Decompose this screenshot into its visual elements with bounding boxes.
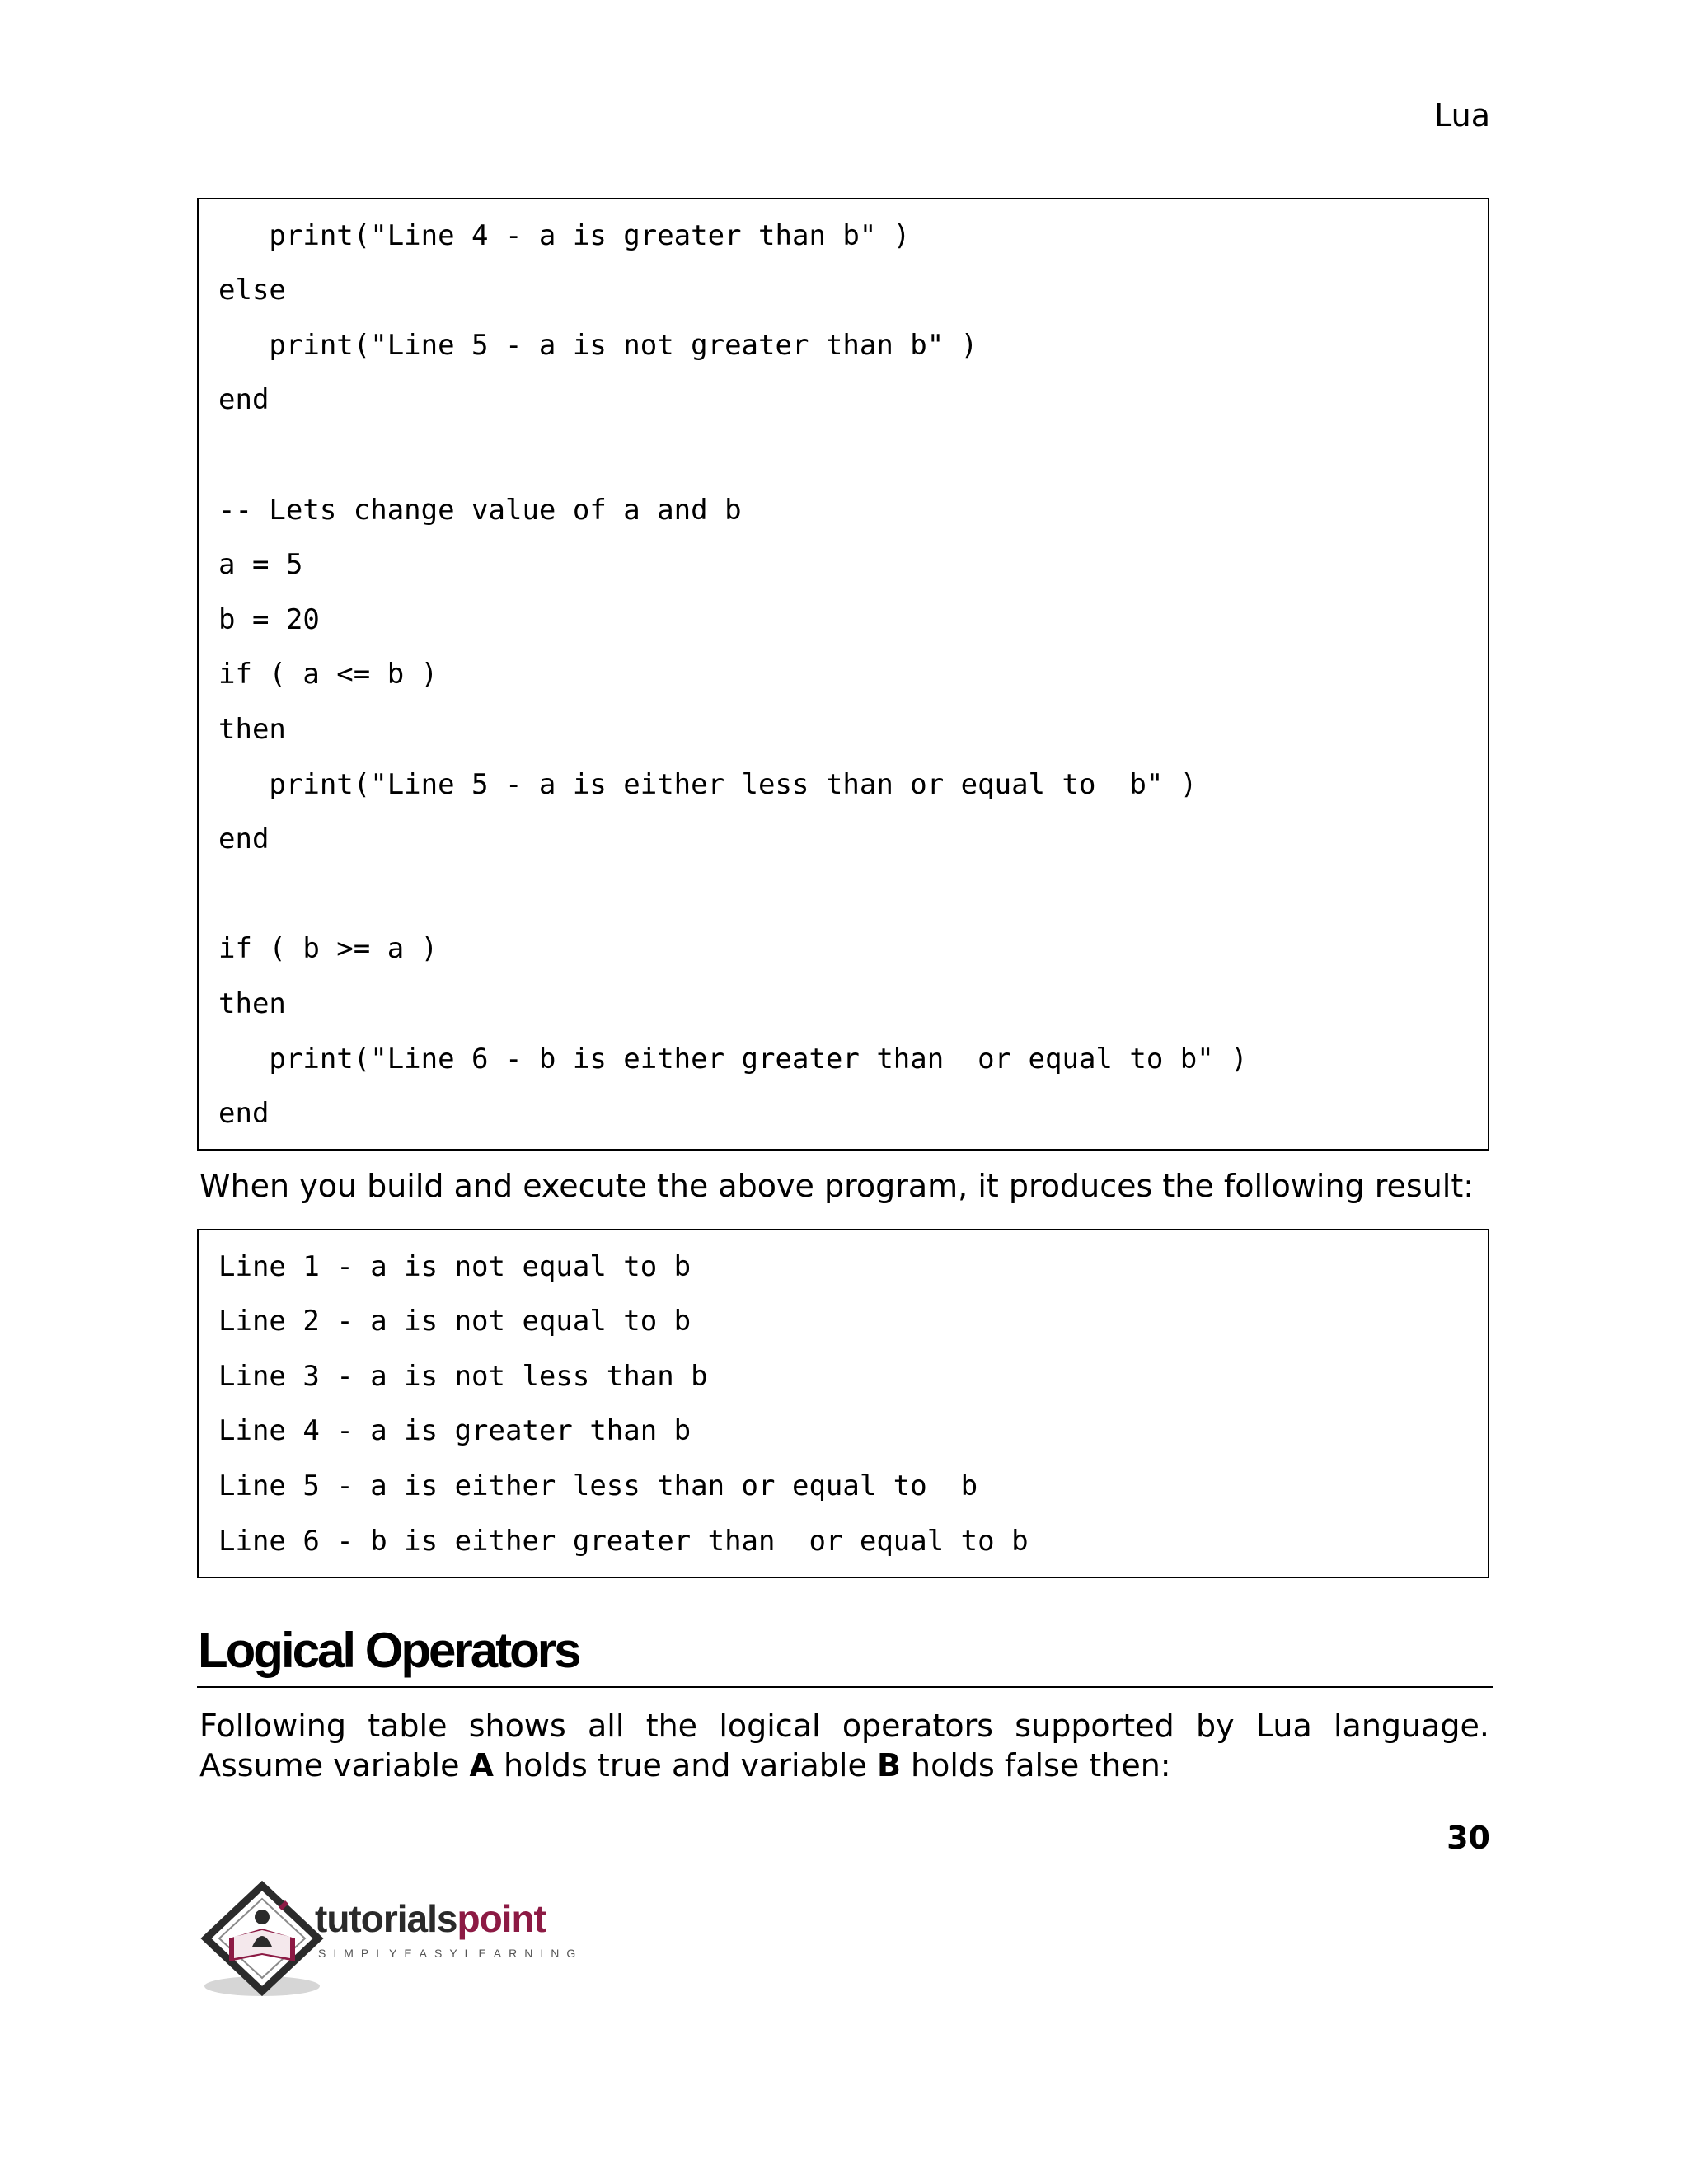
running-header: Lua bbox=[1434, 97, 1490, 134]
output-line: Line 6 - b is either greater than or equal to b bbox=[218, 1525, 1029, 1558]
code-line: end bbox=[218, 823, 270, 855]
output-line: Line 3 - a is not less than b bbox=[218, 1360, 708, 1393]
code-line: -- Lets change value of a and b bbox=[218, 494, 742, 527]
section-paragraph bbox=[199, 1706, 1489, 1785]
code-line: if ( b >= a ) bbox=[218, 932, 438, 965]
paragraph-text: holds true and variable bbox=[493, 1747, 877, 1783]
output-line: Line 1 - a is not equal to b bbox=[218, 1250, 692, 1283]
code-line: if ( a <= b ) bbox=[218, 658, 438, 691]
code-block-output bbox=[197, 1229, 1489, 1578]
code-line: a = 5 bbox=[218, 548, 303, 581]
output-line: Line 5 - a is either less than or equal to b bbox=[218, 1469, 978, 1502]
code-line: b = 20 bbox=[218, 603, 320, 636]
section-heading: Logical Operators bbox=[198, 1623, 579, 1678]
code-line: print("Line 5 - a is not greater than b" ) bbox=[218, 329, 978, 362]
logo-word-2: point bbox=[457, 1897, 546, 1940]
code-line: print("Line 6 - b is either greater than or equal to b" ) bbox=[218, 1043, 1248, 1076]
paragraph-text: holds false then: bbox=[900, 1747, 1171, 1783]
output-line: Line 2 - a is not equal to b bbox=[218, 1305, 692, 1338]
book-logo-icon bbox=[196, 1879, 328, 2003]
result-intro-text: When you build and execute the above program, it produces the following result: bbox=[199, 1168, 1475, 1204]
logo-wordmark bbox=[315, 1896, 546, 1942]
page-number: 30 bbox=[1447, 1820, 1490, 1856]
code-line: print("Line 4 - a is greater than b" ) bbox=[218, 219, 911, 252]
section-divider bbox=[197, 1686, 1493, 1688]
code-line: end bbox=[218, 383, 270, 416]
output-line: Line 4 - a is greater than b bbox=[218, 1414, 692, 1447]
tutorialspoint-logo bbox=[196, 1879, 608, 2003]
logo-tagline: SIMPLYEASYLEARNING bbox=[318, 1947, 584, 1960]
variable-b: B bbox=[876, 1747, 901, 1783]
code-line: else bbox=[218, 274, 286, 307]
variable-a: A bbox=[469, 1747, 494, 1783]
logo-word-1: tutorials bbox=[315, 1897, 457, 1940]
code-line: print("Line 5 - a is either less than or equal to b" ) bbox=[218, 768, 1198, 801]
paragraph-text: Following table shows all the logical operators supported by Lua language. Assume variable bbox=[199, 1708, 1489, 1783]
code-line: end bbox=[218, 1097, 270, 1130]
code-line: then bbox=[218, 987, 286, 1020]
code-block-source bbox=[197, 198, 1489, 1151]
code-line: then bbox=[218, 713, 286, 746]
